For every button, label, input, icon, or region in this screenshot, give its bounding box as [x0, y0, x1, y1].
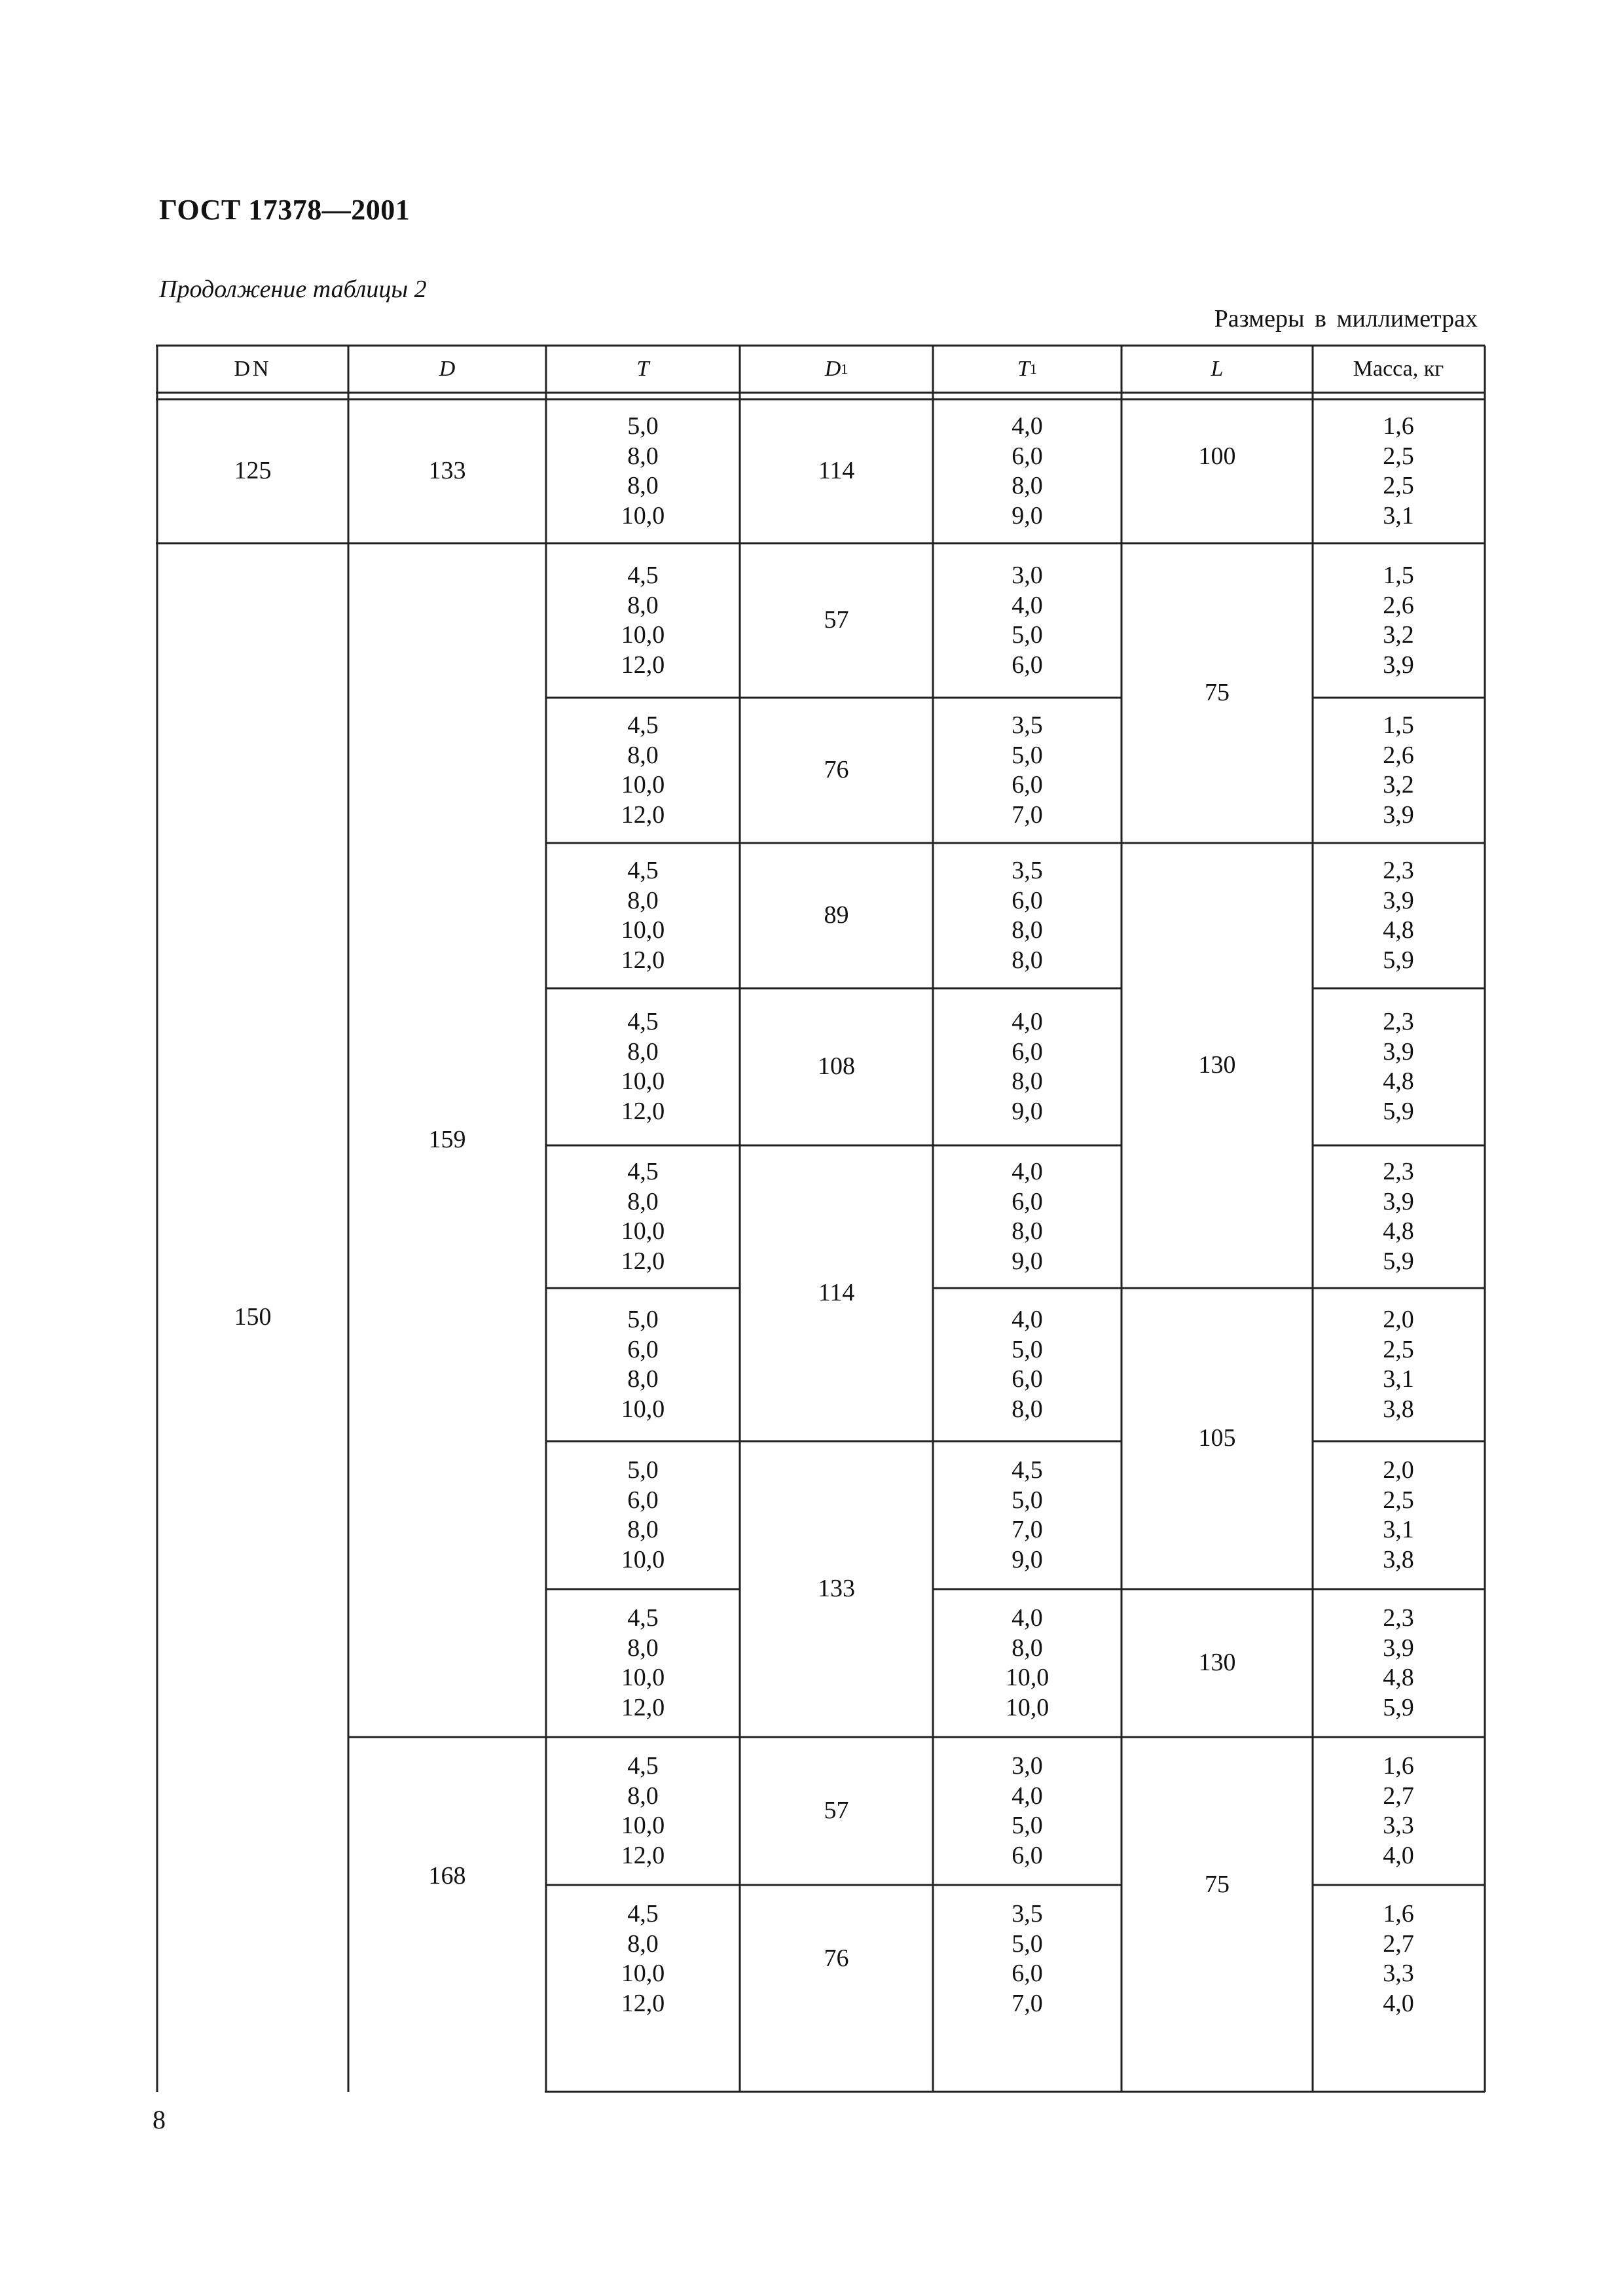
t1-cell: 3,5 5,0 6,0 7,0: [1012, 1900, 1043, 2017]
mass-cell: 2,0 2,5 3,1 3,8: [1383, 1306, 1414, 1423]
t-cell: 4,5 8,0 10,0 12,0: [621, 1900, 665, 2017]
d1-cell: 76: [824, 756, 849, 784]
header-t1: [933, 346, 1122, 393]
header-t1-main: T: [1017, 357, 1030, 382]
header-dn: DN: [234, 357, 272, 382]
header-t: T: [636, 357, 649, 382]
page-number: 8: [153, 2105, 166, 2134]
l-cell: 130: [1198, 1649, 1236, 1677]
mass-cell: 2,0 2,5 3,1 3,8: [1383, 1456, 1414, 1573]
t1-cell: 3,5 6,0 8,0 8,0: [1012, 857, 1043, 974]
t1-cell: 4,0 6,0 8,0 9,0: [1012, 1158, 1043, 1275]
l-cell: 75: [1205, 679, 1230, 707]
t1-cell: 4,0 8,0 10,0 10,0: [1005, 1604, 1049, 1721]
d1-cell: 114: [818, 457, 855, 485]
t1-cell: 4,0 6,0 8,0 9,0: [1012, 1008, 1043, 1125]
mass-cell: 1,6 2,7 3,3 4,0: [1383, 1752, 1414, 1869]
header-l: L: [1211, 357, 1224, 382]
mass-cell: 1,6 2,7 3,3 4,0: [1383, 1900, 1414, 2017]
l-cell: 105: [1198, 1424, 1236, 1452]
mass-cell: 1,5 2,6 3,2 3,9: [1383, 562, 1414, 679]
mass-cell: 2,3 3,9 4,8 5,9: [1383, 1008, 1414, 1125]
d-cell: 159: [428, 1126, 466, 1154]
d1-cell: 57: [824, 1797, 849, 1825]
dn-cell: 125: [234, 457, 272, 485]
t-cell: 4,5 8,0 10,0 12,0: [621, 1158, 665, 1275]
t-cell: 4,5 8,0 10,0 12,0: [621, 1604, 665, 1721]
header-d: D: [439, 357, 456, 382]
t-cell: 4,5 8,0 10,0 12,0: [621, 562, 665, 679]
t1-cell: 4,0 5,0 6,0 8,0: [1012, 1306, 1043, 1423]
l-cell: 75: [1205, 1871, 1230, 1899]
t-cell: 5,0 6,0 8,0 10,0: [621, 1456, 665, 1573]
header-d1-main: D: [824, 357, 841, 382]
mass-cell: 2,3 3,9 4,8 5,9: [1383, 1158, 1414, 1275]
table-continuation-caption: Продолжение таблицы 2: [159, 276, 427, 303]
t1-cell: 3,5 5,0 6,0 7,0: [1012, 711, 1043, 829]
mass-cell: 2,3 3,9 4,8 5,9: [1383, 1604, 1414, 1721]
t1-cell: 3,0 4,0 5,0 6,0: [1012, 1752, 1043, 1869]
header-d1: [740, 346, 933, 393]
mass-cell: 2,3 3,9 4,8 5,9: [1383, 857, 1414, 974]
t1-cell: 4,5 5,0 7,0 9,0: [1012, 1456, 1043, 1573]
d1-cell: 89: [824, 901, 849, 929]
t-cell: 5,0 6,0 8,0 10,0: [621, 1306, 665, 1423]
mass-cell: 1,5 2,6 3,2 3,9: [1383, 711, 1414, 829]
d1-cell: 108: [818, 1052, 855, 1081]
units-note: Размеры в миллиметрах: [1214, 305, 1478, 332]
mass-cell: 1,6 2,5 2,5 3,1: [1383, 412, 1414, 529]
d1-cell: 76: [824, 1945, 849, 1973]
dn-cell: 150: [234, 1303, 272, 1331]
t-cell: 4,5 8,0 10,0 12,0: [621, 1008, 665, 1125]
l-cell: 100: [1198, 442, 1236, 471]
t-cell: 4,5 8,0 10,0 12,0: [621, 1752, 665, 1869]
header-t1-subscript: 1: [1029, 361, 1037, 378]
t1-cell: 4,0 6,0 8,0 9,0: [1012, 412, 1043, 529]
l-cell: 130: [1198, 1051, 1236, 1079]
d1-cell: 114: [818, 1279, 855, 1307]
d1-cell: 57: [824, 606, 849, 634]
d1-cell: 133: [818, 1575, 855, 1603]
header-mass: Масса, кг: [1353, 357, 1444, 382]
t-cell: 5,0 8,0 8,0 10,0: [621, 412, 665, 529]
document-code: ГОСТ 17378—2001: [159, 194, 410, 226]
t-cell: 4,5 8,0 10,0 12,0: [621, 857, 665, 974]
t1-cell: 3,0 4,0 5,0 6,0: [1012, 562, 1043, 679]
header-d1-subscript: 1: [841, 361, 848, 378]
t-cell: 4,5 8,0 10,0 12,0: [621, 711, 665, 829]
d-cell: 168: [428, 1862, 466, 1890]
d-cell: 133: [428, 457, 466, 485]
